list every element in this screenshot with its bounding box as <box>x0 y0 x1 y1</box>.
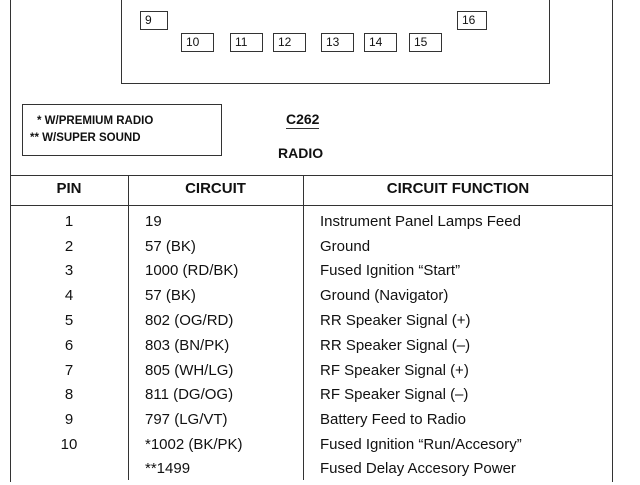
header-circuit-function: CIRCUIT FUNCTION <box>386 180 530 197</box>
table-row <box>10 312 613 337</box>
table-row <box>10 262 613 287</box>
table-header-border <box>10 205 613 206</box>
table-row <box>10 287 613 312</box>
circuit-cell: 57 (BK) <box>145 287 196 304</box>
connector-pin: 16 <box>457 11 487 30</box>
pin-cell: 8 <box>64 386 74 403</box>
connector-pin: 9 <box>140 11 168 30</box>
table-row <box>10 386 613 411</box>
pin-cell: 10 <box>60 436 78 453</box>
pin-cell: 3 <box>64 262 74 279</box>
circuit-cell: 803 (BN/PK) <box>145 337 230 354</box>
function-cell: Battery Feed to Radio <box>320 411 466 428</box>
function-cell: RR Speaker Signal (+) <box>320 312 471 329</box>
circuit-cell: 805 (WH/LG) <box>145 362 234 379</box>
header-pin: PIN <box>56 180 82 197</box>
pin-cell: 4 <box>64 287 74 304</box>
connector-name: RADIO <box>278 145 324 161</box>
connector-pin: 11 <box>230 33 263 52</box>
circuit-cell: 57 (BK) <box>145 238 196 255</box>
legend-line: ** W/SUPER SOUND <box>30 132 141 144</box>
function-cell: RR Speaker Signal (–) <box>320 337 471 354</box>
connector-pin: 12 <box>273 33 306 52</box>
pin-cell: 9 <box>64 411 74 428</box>
pin-cell: 1 <box>64 213 74 230</box>
pin-cell: 5 <box>64 312 74 329</box>
table-row <box>10 460 613 485</box>
pin-cell: 7 <box>64 362 74 379</box>
function-cell: Fused Delay Accesory Power <box>320 460 516 477</box>
table-row <box>10 362 613 387</box>
table-row <box>10 436 613 461</box>
circuit-cell: **1499 <box>145 460 191 477</box>
table-row <box>10 213 613 238</box>
circuit-cell: 1000 (RD/BK) <box>145 262 239 279</box>
connector-pin: 14 <box>364 33 397 52</box>
circuit-cell: 19 <box>145 213 162 230</box>
function-cell: RF Speaker Signal (–) <box>320 386 469 403</box>
connector-pin: 10 <box>181 33 214 52</box>
function-cell: Ground (Navigator) <box>320 287 449 304</box>
function-cell: Fused Ignition “Run/Accesory” <box>320 436 522 453</box>
connector-id: C262 <box>286 111 320 127</box>
table-top-border <box>10 175 613 176</box>
legend-line: * W/PREMIUM RADIO <box>37 115 154 127</box>
header-circuit: CIRCUIT <box>185 180 246 197</box>
table-row <box>10 238 613 263</box>
table-row <box>10 337 613 362</box>
function-cell: RF Speaker Signal (+) <box>320 362 469 379</box>
connector-pin: 13 <box>321 33 354 52</box>
circuit-cell: *1002 (BK/PK) <box>145 436 243 453</box>
pin-cell: 6 <box>64 337 74 354</box>
function-cell: Fused Ignition “Start” <box>320 262 461 279</box>
pin-cell: 2 <box>64 238 74 255</box>
circuit-cell: 797 (LG/VT) <box>145 411 228 428</box>
function-cell: Instrument Panel Lamps Feed <box>320 213 521 230</box>
option-legend <box>22 104 222 156</box>
connector-pin: 15 <box>409 33 442 52</box>
table-row <box>10 411 613 436</box>
circuit-cell: 802 (OG/RD) <box>145 312 234 329</box>
circuit-cell: 811 (DG/OG) <box>145 386 234 403</box>
function-cell: Ground <box>320 238 371 255</box>
